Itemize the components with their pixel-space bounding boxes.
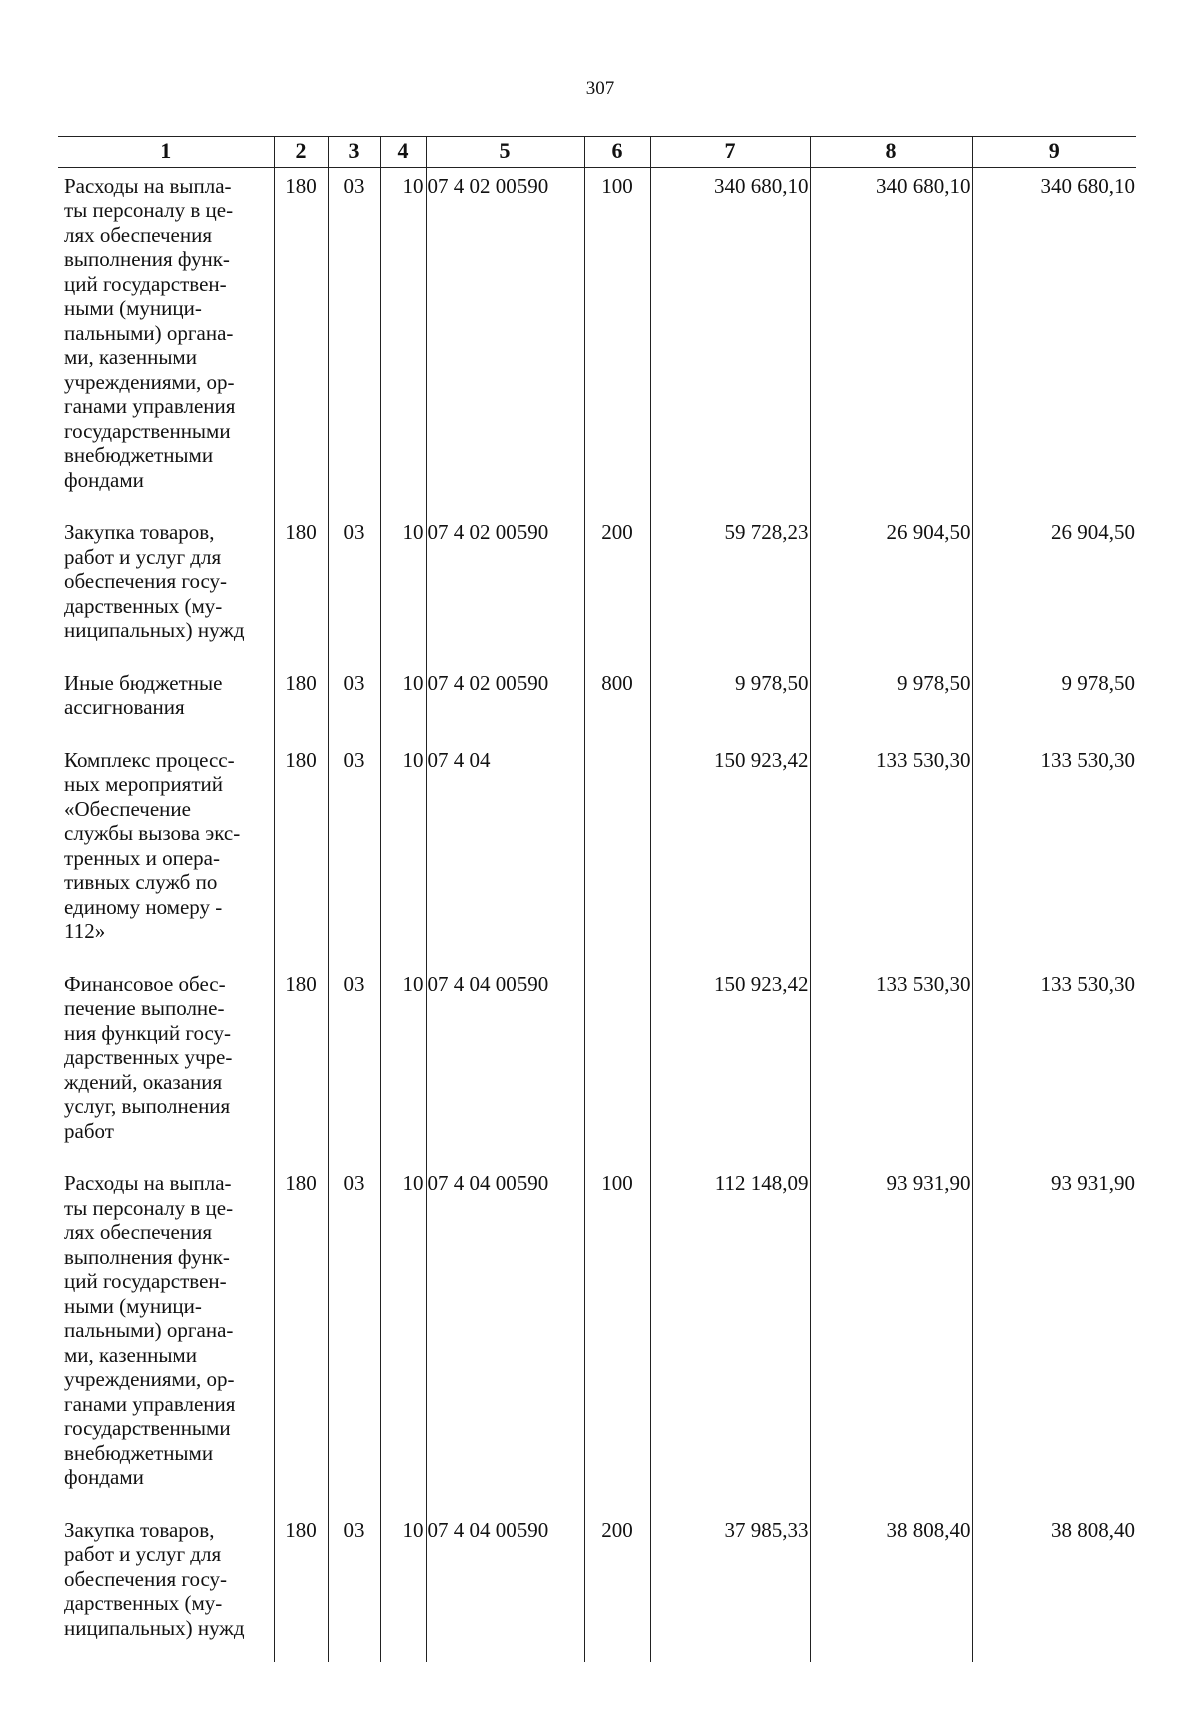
amount-year-2-cell: 133 530,30 [810, 966, 972, 1166]
target-code-cell: 10 [380, 1512, 426, 1663]
amount-year-3-cell: 38 808,40 [972, 1512, 1136, 1663]
expense-type-cell [584, 742, 650, 966]
amount-year-2-cell: 38 808,40 [810, 1512, 972, 1663]
expense-name-line: выполнения функ- [64, 1244, 230, 1269]
expense-name-line: ния функций госу- [64, 1020, 232, 1045]
column-header: 8 [810, 137, 972, 168]
expense-name-line: ассигнования [64, 695, 185, 719]
section-code-cell: 180 [274, 514, 328, 665]
amount-year-3-cell: 340 680,10 [972, 167, 1136, 514]
column-header: 7 [650, 137, 810, 168]
table-row [58, 1165, 1136, 1512]
column-header: 4 [380, 137, 426, 168]
expense-type-cell [584, 966, 650, 1166]
expense-name-line: ми, казенными [64, 1342, 197, 1367]
target-code-cell: 10 [380, 1165, 426, 1512]
expense-name-line: ными (муници- [64, 1293, 202, 1318]
amount-year-2-cell: 26 904,50 [810, 514, 972, 665]
target-article-cell: 07 4 04 00590 [426, 1165, 584, 1512]
expense-name-line: фондами [64, 467, 144, 492]
expense-type-cell: 200 [584, 1512, 650, 1663]
amount-year-3-cell: 133 530,30 [972, 742, 1136, 966]
target-code-cell: 10 [380, 665, 426, 742]
expense-name-line: лях обеспечения [64, 1220, 213, 1244]
amount-year-3-cell: 26 904,50 [972, 514, 1136, 665]
expense-name-line: тивных служб по [64, 870, 218, 894]
subsection-code-cell: 03 [328, 514, 380, 665]
expense-name-line: обеспечения госу- [64, 1566, 228, 1591]
column-header: 1 [58, 137, 274, 168]
expense-name-line: Расходы на выпла- [64, 173, 232, 198]
table-header [58, 137, 1136, 168]
amount-year-1-cell: 37 985,33 [650, 1512, 810, 1663]
expense-name-line: государственными [64, 418, 231, 443]
expense-type-cell: 100 [584, 167, 650, 514]
amount-year-1-cell: 59 728,23 [650, 514, 810, 665]
subsection-code-cell: 03 [328, 966, 380, 1166]
expense-name-line: выполнения функ- [64, 247, 230, 271]
expense-name-line: дарственных учре- [64, 1045, 233, 1069]
table-body [58, 167, 1136, 1662]
expense-name-line: 112» [64, 919, 106, 943]
expense-name-line: дарственных (му- [64, 593, 223, 618]
expense-name-line: внебюджетными [64, 443, 214, 467]
table-row [58, 514, 1136, 665]
expense-name-line: Закупка товаров, [64, 520, 215, 544]
expense-name-line: учреждениями, ор- [64, 369, 235, 394]
subsection-code-cell: 03 [328, 1165, 380, 1512]
section-code-cell: 180 [274, 167, 328, 514]
section-code-cell: 180 [274, 1165, 328, 1512]
column-header: 3 [328, 137, 380, 168]
amount-year-1-cell: 340 680,10 [650, 167, 810, 514]
subsection-code-cell: 03 [328, 665, 380, 742]
expense-name-cell [58, 665, 274, 742]
section-code-cell: 180 [274, 1512, 328, 1663]
column-header: 9 [972, 137, 1136, 168]
expense-name-line: тренных и опера- [64, 845, 220, 870]
expense-name-line: ми, казенными [64, 345, 197, 369]
target-article-cell: 07 4 04 00590 [426, 1512, 584, 1663]
expense-name-line: единому номеру - [64, 894, 223, 919]
target-code-cell: 10 [380, 514, 426, 665]
table-row [58, 1512, 1136, 1663]
expense-name-line: Финансовое обес- [64, 971, 226, 996]
expense-name-line: ждений, оказания [64, 1069, 223, 1094]
expense-name-line: ниципальных) нужд [64, 618, 245, 642]
expense-type-cell: 800 [584, 665, 650, 742]
column-header: 6 [584, 137, 650, 168]
table-row [58, 665, 1136, 742]
expense-name-line: службы вызова экс- [64, 821, 241, 845]
page-number: 307 [585, 78, 615, 99]
expense-name-cell [58, 1512, 274, 1663]
amount-year-2-cell: 133 530,30 [810, 742, 972, 966]
section-code-cell: 180 [274, 665, 328, 742]
target-article-cell: 07 4 02 00590 [426, 665, 584, 742]
expense-name-line: пальными) органа- [64, 320, 234, 345]
table-row [58, 167, 1136, 514]
expense-name-line: ными (муници- [64, 296, 202, 320]
expense-type-cell: 100 [584, 1165, 650, 1512]
expense-name-line: ных мероприятий [64, 772, 223, 796]
expense-type-cell: 200 [584, 514, 650, 665]
table-row [58, 966, 1136, 1166]
expense-name-line: «Обеспечение [64, 796, 191, 821]
expense-name-line: печение выполне- [64, 996, 225, 1020]
amount-year-3-cell: 9 978,50 [972, 665, 1136, 742]
expense-name-line: внебюджетными [64, 1440, 214, 1465]
amount-year-2-cell: 9 978,50 [810, 665, 972, 742]
target-article-cell: 07 4 04 00590 [426, 966, 584, 1166]
expense-name-line: ты персоналу в це- [64, 1195, 234, 1220]
column-header: 5 [426, 137, 584, 168]
header-row [58, 137, 1136, 168]
expense-name-line: ций государствен- [64, 271, 227, 296]
amount-year-1-cell: 150 923,42 [650, 966, 810, 1166]
subsection-code-cell: 03 [328, 167, 380, 514]
section-code-cell: 180 [274, 742, 328, 966]
expense-name-cell [58, 514, 274, 665]
expense-name-line: ганами управления [64, 1391, 236, 1416]
amount-year-1-cell: 9 978,50 [650, 665, 810, 742]
expense-name-line: пальными) органа- [64, 1318, 234, 1342]
expense-name-line: Иные бюджетные [64, 670, 223, 695]
column-header: 2 [274, 137, 328, 168]
expense-name-line: ганами управления [64, 394, 236, 418]
expense-name-line: услуг, выполнения [64, 1094, 231, 1118]
expense-name-line: работ и услуг для [64, 1542, 222, 1566]
expense-name-line: обеспечения госу- [64, 569, 228, 593]
amount-year-3-cell: 133 530,30 [972, 966, 1136, 1166]
subsection-code-cell: 03 [328, 742, 380, 966]
expense-name-line: фондами [64, 1465, 144, 1489]
expense-name-line: лях обеспечения [64, 222, 213, 247]
expense-name-line: учреждениями, ор- [64, 1367, 235, 1391]
expense-name-line: дарственных (му- [64, 1591, 223, 1615]
target-article-cell: 07 4 02 00590 [426, 514, 584, 665]
expense-name-line: ций государствен- [64, 1269, 227, 1293]
target-article-cell: 07 4 04 [426, 742, 584, 966]
table-row [58, 742, 1136, 966]
expense-name-line: ниципальных) нужд [64, 1615, 245, 1640]
amount-year-2-cell: 93 931,90 [810, 1165, 972, 1512]
expense-name-line: государственными [64, 1416, 231, 1440]
expense-name-cell [58, 966, 274, 1166]
amount-year-1-cell: 112 148,09 [650, 1165, 810, 1512]
expense-name-cell [58, 1165, 274, 1512]
expense-name-line: работ и услуг для [64, 544, 222, 569]
amount-year-3-cell: 93 931,90 [972, 1165, 1136, 1512]
subsection-code-cell: 03 [328, 1512, 380, 1663]
expense-name-cell [58, 742, 274, 966]
amount-year-2-cell: 340 680,10 [810, 167, 972, 514]
expense-name-cell [58, 167, 274, 514]
target-article-cell: 07 4 02 00590 [426, 167, 584, 514]
budget-table [58, 136, 1136, 1662]
target-code-cell: 10 [380, 742, 426, 966]
expense-name-line: Закупка товаров, [64, 1517, 215, 1542]
expense-name-line: ты персоналу в це- [64, 198, 234, 222]
expense-name-line: Расходы на выпла- [64, 1171, 232, 1195]
expense-name-line: работ [64, 1118, 114, 1143]
amount-year-1-cell: 150 923,42 [650, 742, 810, 966]
section-code-cell: 180 [274, 966, 328, 1166]
expense-name-line: Комплекс процесс- [64, 747, 235, 772]
target-code-cell: 10 [380, 167, 426, 514]
target-code-cell: 10 [380, 966, 426, 1166]
